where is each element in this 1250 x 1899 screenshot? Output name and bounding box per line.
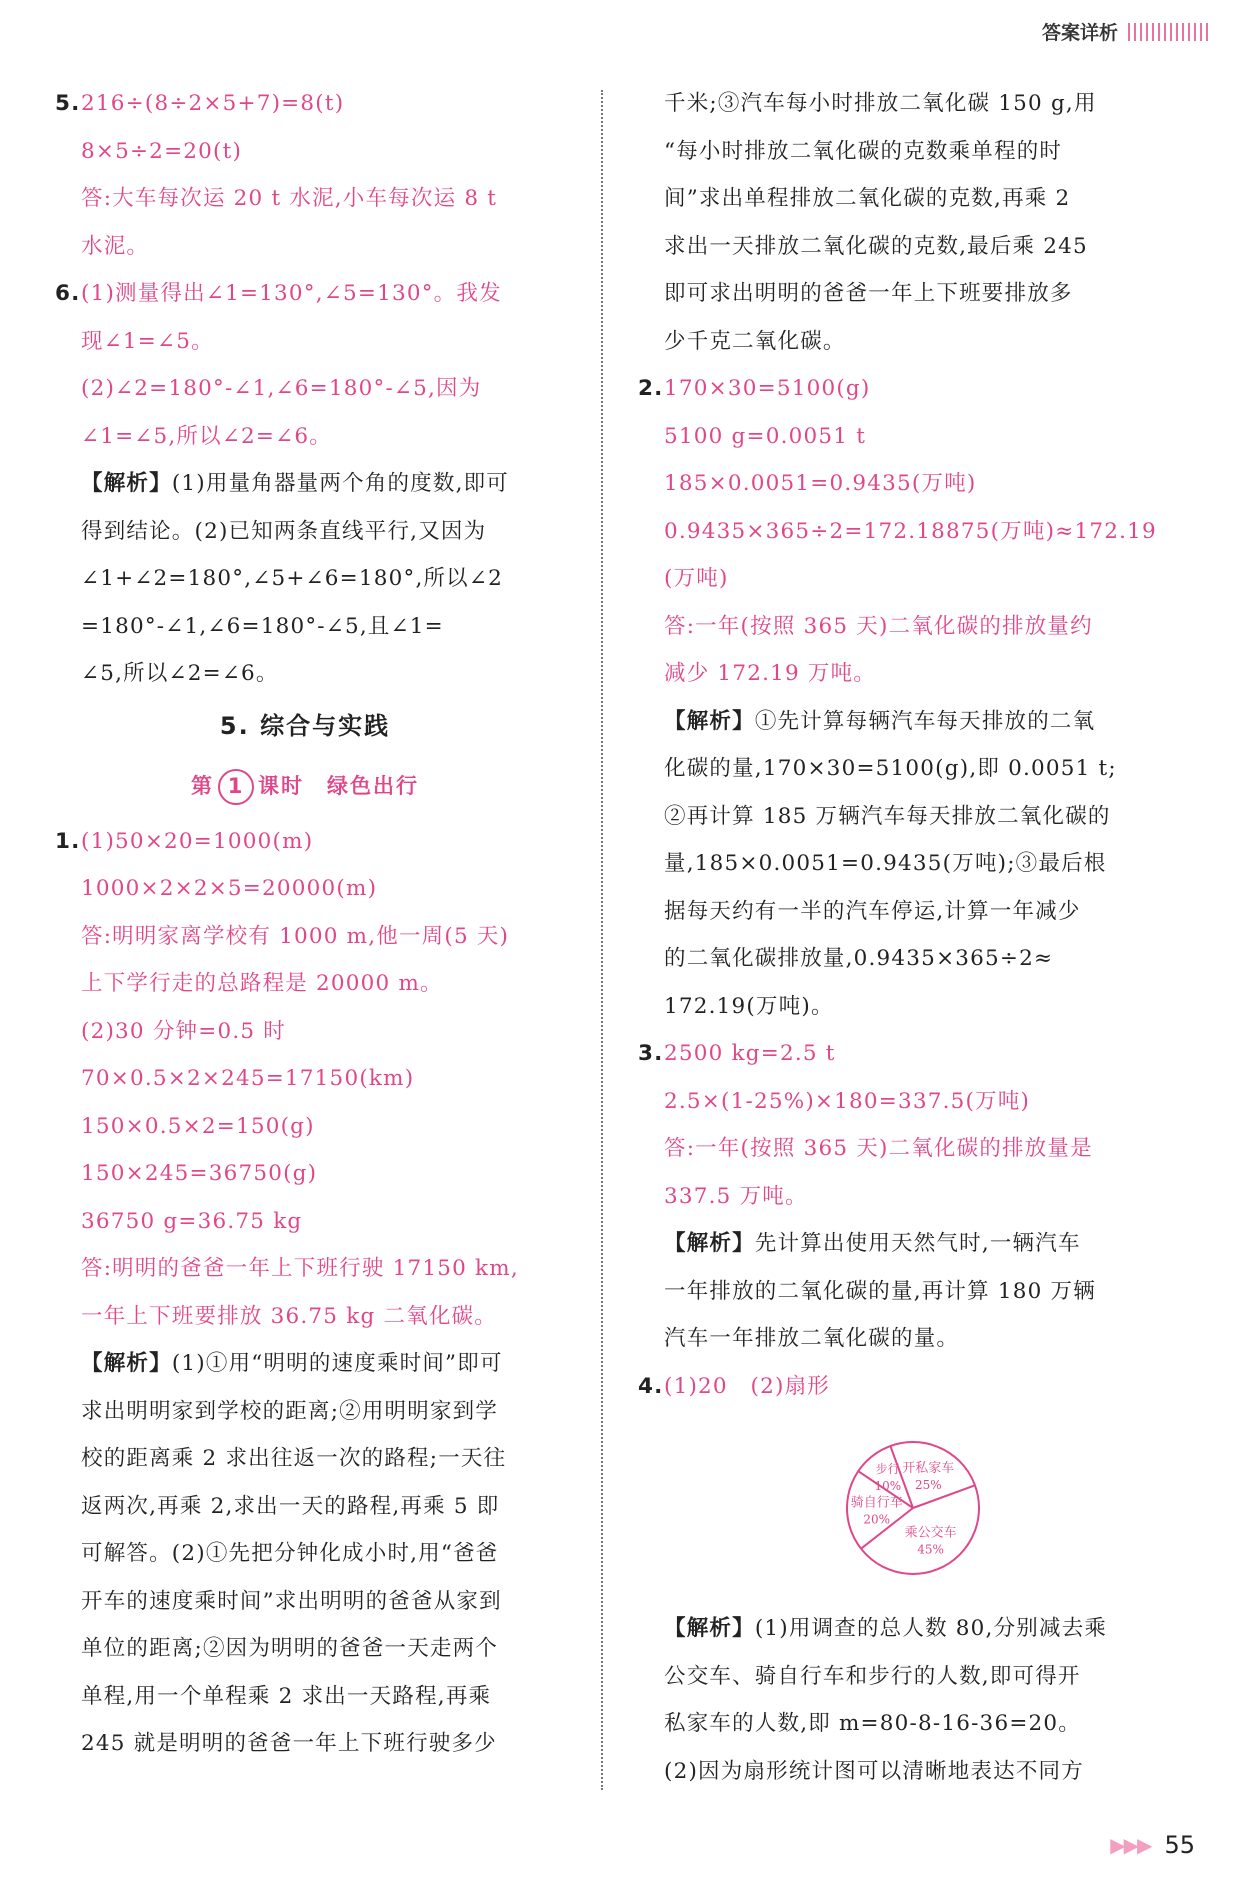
- left-answers-top: [55, 80, 555, 698]
- text-line: [55, 1388, 555, 1436]
- line-text: 量,185×0.0051=0.9435(万吨);③最后根: [664, 851, 1107, 876]
- text-line: [638, 128, 1158, 176]
- text-line: [638, 745, 1158, 793]
- line-text: 求出一天排放二氧化碳的克数,最后乘 245: [664, 233, 1088, 259]
- text-line: [638, 270, 1158, 318]
- text-line: [55, 1720, 555, 1768]
- analysis-tag: 【解析】: [664, 708, 755, 734]
- text-line: [55, 1483, 555, 1531]
- line-text: (1)用调查的总人数 80,分别减去乘: [754, 1616, 1108, 1641]
- line-text: 据每天约有一半的汽车停运,计算一年减少: [664, 898, 1081, 924]
- pie-slice-value: 20%: [863, 1512, 891, 1527]
- lesson-title: [55, 754, 555, 818]
- analysis-tag: 【解析】: [664, 1616, 755, 1641]
- line-text: 36750 g=36.75 kg: [81, 1208, 303, 1234]
- line-text: 私家车的人数,即 m=80-8-16-36=20。: [664, 1711, 1081, 1736]
- line-text: 一年排放的二氧化碳的量,再计算 180 万辆: [664, 1278, 1096, 1304]
- line-text: 间”求出单程排放二氧化碳的克数,再乘 2: [664, 186, 1071, 211]
- text-line: [638, 1078, 1158, 1126]
- text-line: [55, 960, 555, 1008]
- left-column: [55, 80, 555, 1768]
- text-line: [55, 1435, 555, 1483]
- text-line: [638, 1030, 1158, 1078]
- pie-slice-value: 45%: [917, 1542, 944, 1557]
- text-line: [55, 175, 555, 223]
- line-text: 即可求出明明的爸爸一年上下班要排放多: [664, 281, 1073, 306]
- line-text: 150×245=36750(g): [81, 1161, 318, 1186]
- text-line: [638, 840, 1158, 888]
- column-divider: [601, 90, 603, 1790]
- line-text: 170×30=5100(g): [664, 376, 871, 401]
- line-text: 答:明明家离学校有 1000 m,他一周(5 天): [81, 923, 510, 949]
- text-line: [638, 223, 1158, 271]
- line-text: 0.9435×365÷2=172.18875(万吨)≈172.19: [664, 518, 1157, 544]
- line-text: (2)30 分钟=0.5 时: [81, 1018, 286, 1044]
- question-number: 6.: [55, 281, 81, 306]
- text-line: [638, 888, 1158, 936]
- text-line: [55, 1530, 555, 1578]
- header-decoration: [1128, 23, 1210, 41]
- text-line: [55, 1103, 555, 1151]
- line-text: 可解答。(2)①先把分钟化成小时,用“爸爸: [81, 1541, 499, 1566]
- text-line: [638, 603, 1158, 651]
- pie-chart: [818, 1416, 1008, 1601]
- line-text: 的二氧化碳排放量,0.9435×365÷2≈: [664, 946, 1054, 971]
- question-number: 2.: [638, 376, 664, 401]
- line-text: ∠1+∠2=180°,∠5+∠6=180°,所以∠2: [81, 566, 503, 591]
- line-text: 千米;③汽车每小时排放二氧化碳 150 g,用: [664, 91, 1097, 116]
- text-line: [638, 793, 1158, 841]
- line-text: 单程,用一个单程乘 2 求出一天路程,再乘: [81, 1683, 492, 1709]
- line-text: (万吨): [664, 566, 729, 591]
- text-line: [638, 1173, 1158, 1221]
- text-line: [638, 983, 1158, 1031]
- text-line: [55, 555, 555, 603]
- right-column: [638, 80, 1158, 1795]
- line-text: ①先计算每辆汽车每天排放的二氧: [754, 708, 1096, 734]
- line-text: 2.5×(1-25%)×180=337.5(万吨): [664, 1088, 1031, 1114]
- line-text: (1)50×20=1000(m): [81, 828, 314, 854]
- text-line: [55, 318, 555, 366]
- line-text: “每小时排放二氧化碳的克数乘单程的时: [664, 138, 1063, 164]
- text-line: [55, 913, 555, 961]
- pie-slice-label: 开私家车: [902, 1461, 955, 1477]
- line-text: =180°-∠1,∠6=180°-∠5,且∠1=: [81, 613, 444, 639]
- text-line: [638, 1220, 1158, 1268]
- text-line: [638, 318, 1158, 366]
- line-text: 2500 kg=2.5 t: [664, 1041, 836, 1066]
- line-text: 单位的距离;②因为明明的爸爸一天走两个: [81, 1636, 499, 1661]
- lesson-prefix: 第: [191, 773, 214, 798]
- right-answers-top: [638, 80, 1158, 1410]
- text-line: [638, 1315, 1158, 1363]
- text-line: [55, 80, 555, 128]
- line-text: ∠5,所以∠2=∠6。: [81, 661, 279, 686]
- line-text: 一年上下班要排放 36.75 kg 二氧化碳。: [81, 1303, 497, 1329]
- text-line: [55, 508, 555, 556]
- line-text: 5100 g=0.0051 t: [664, 423, 867, 449]
- line-text: (2)∠2=180°-∠1,∠6=180°-∠5,因为: [81, 376, 482, 401]
- text-line: [638, 460, 1158, 508]
- line-text: 150×0.5×2=150(g): [81, 1113, 315, 1139]
- text-line: [55, 223, 555, 271]
- text-line: [55, 413, 555, 461]
- text-line: [638, 650, 1158, 698]
- text-line: [638, 365, 1158, 413]
- line-text: 减少 172.19 万吨。: [664, 661, 876, 686]
- line-text: 求出明明家到学校的距离;②用明明家到学: [81, 1398, 499, 1424]
- page-header: [1042, 18, 1210, 45]
- line-text: 答:一年(按照 365 天)二氧化碳的排放量约: [664, 613, 1093, 639]
- line-text: 校的距离乘 2 求出往返一次的路程;一天往: [81, 1446, 507, 1471]
- text-line: [638, 1653, 1158, 1701]
- text-line: [638, 508, 1158, 556]
- text-line: [638, 80, 1158, 128]
- text-line: [638, 175, 1158, 223]
- left-answers-bottom: [55, 818, 555, 1768]
- line-text: 1000×2×2×5=20000(m): [81, 876, 378, 901]
- text-line: [55, 1293, 555, 1341]
- text-line: [55, 818, 555, 866]
- text-line: [638, 1700, 1158, 1748]
- line-text: 得到结论。(2)已知两条直线平行,又因为: [81, 518, 487, 544]
- line-text: (1)①用“明明的速度乘时间”即可: [171, 1351, 503, 1376]
- text-line: [55, 1008, 555, 1056]
- line-text: 公交车、骑自行车和步行的人数,即可得开: [664, 1663, 1081, 1689]
- line-text: ∠1=∠5,所以∠2=∠6。: [81, 423, 332, 449]
- page-arrows: ▶▶▶: [1110, 1833, 1151, 1857]
- pie-slice-label: 骑自行车: [850, 1495, 903, 1511]
- text-line: [638, 1748, 1158, 1796]
- line-text: 少千克二氧化碳。: [664, 328, 846, 354]
- text-line: [55, 365, 555, 413]
- line-text: 答:明明的爸爸一年上下班行驶 17150 km,: [81, 1256, 519, 1281]
- text-line: [638, 1268, 1158, 1316]
- line-text: 答:一年(按照 365 天)二氧化碳的排放量是: [664, 1136, 1093, 1161]
- line-text: 上下学行走的总路程是 20000 m。: [81, 971, 443, 996]
- text-line: [55, 1245, 555, 1293]
- page-number: 55: [1164, 1831, 1195, 1859]
- text-line: [55, 865, 555, 913]
- line-text: 水泥。: [81, 233, 150, 259]
- line-text: (1)测量得出∠1=130°,∠5=130°。我发: [81, 281, 502, 306]
- text-line: [55, 1625, 555, 1673]
- text-line: [638, 698, 1158, 746]
- section-title: 5. 综合与实践: [219, 711, 391, 740]
- line-text: 172.19(万吨)。: [664, 993, 834, 1019]
- line-text: 现∠1=∠5。: [81, 328, 214, 354]
- text-line: [638, 1125, 1158, 1173]
- line-text: 汽车一年排放二氧化碳的量。: [664, 1326, 960, 1351]
- text-line: [55, 128, 555, 176]
- pie-slice-value: 25%: [914, 1478, 942, 1493]
- question-number: 3.: [638, 1041, 664, 1066]
- lesson-number: 1: [218, 769, 254, 805]
- text-line: [55, 270, 555, 318]
- text-line: [638, 413, 1158, 461]
- line-text: (1)用量角器量两个角的度数,即可: [171, 471, 510, 496]
- text-line: [55, 460, 555, 508]
- line-text: 70×0.5×2×245=17150(km): [81, 1066, 415, 1091]
- text-line: [55, 603, 555, 651]
- line-text: 开车的速度乘时间”求出明明的爸爸从家到: [81, 1588, 502, 1614]
- analysis-tag: 【解析】: [664, 1231, 755, 1256]
- question-number: 5.: [55, 91, 81, 116]
- right-answers-bottom: [638, 1605, 1158, 1795]
- pie-slice-value: 10%: [874, 1478, 902, 1493]
- page-footer: [1110, 1831, 1195, 1859]
- line-text: ②再计算 185 万辆汽车每天排放二氧化碳的: [664, 803, 1111, 829]
- analysis-tag: 【解析】: [81, 1351, 172, 1376]
- text-line: [55, 1340, 555, 1388]
- line-text: 216÷(8÷2×5+7)=8(t): [81, 91, 345, 116]
- line-text: 先计算出使用天然气时,一辆汽车: [754, 1231, 1081, 1256]
- line-text: (2)因为扇形统计图可以清晰地表达不同方: [664, 1758, 1084, 1784]
- pie-slice-label: 步行: [875, 1461, 900, 1476]
- line-text: 答:大车每次运 20 t 水泥,小车每次运 8 t: [81, 186, 498, 211]
- text-line: [55, 1055, 555, 1103]
- line-text: (1)20 (2)扇形: [664, 1373, 830, 1399]
- text-line: [638, 555, 1158, 603]
- text-line: [638, 935, 1158, 983]
- text-line: [55, 1198, 555, 1246]
- line-text: 8×5÷2=20(t): [81, 138, 243, 164]
- line-text: 185×0.0051=0.9435(万吨): [664, 471, 977, 496]
- line-text: 337.5 万吨。: [664, 1183, 808, 1209]
- lesson-suffix: 课时 绿色出行: [258, 773, 419, 798]
- question-number: 4.: [638, 1373, 664, 1399]
- header-title: 答案详析: [1041, 22, 1118, 44]
- line-text: 245 就是明明的爸爸一年上下班行驶多少: [81, 1731, 497, 1756]
- text-line: [638, 1605, 1158, 1653]
- line-text: 化碳的量,170×30=5100(g),即 0.0051 t;: [664, 756, 1117, 781]
- analysis-tag: 【解析】: [81, 471, 172, 496]
- pie-chart-area: [638, 1410, 1158, 1605]
- text-line: [638, 1363, 1158, 1411]
- line-text: 返两次,再乘 2,求出一天的路程,再乘 5 即: [81, 1493, 500, 1519]
- text-line: [55, 1578, 555, 1626]
- text-line: [55, 1150, 555, 1198]
- text-line: [55, 1673, 555, 1721]
- pie-slice-label: 乘公交车: [904, 1525, 957, 1541]
- question-number: 1.: [55, 828, 81, 854]
- text-line: [55, 650, 555, 698]
